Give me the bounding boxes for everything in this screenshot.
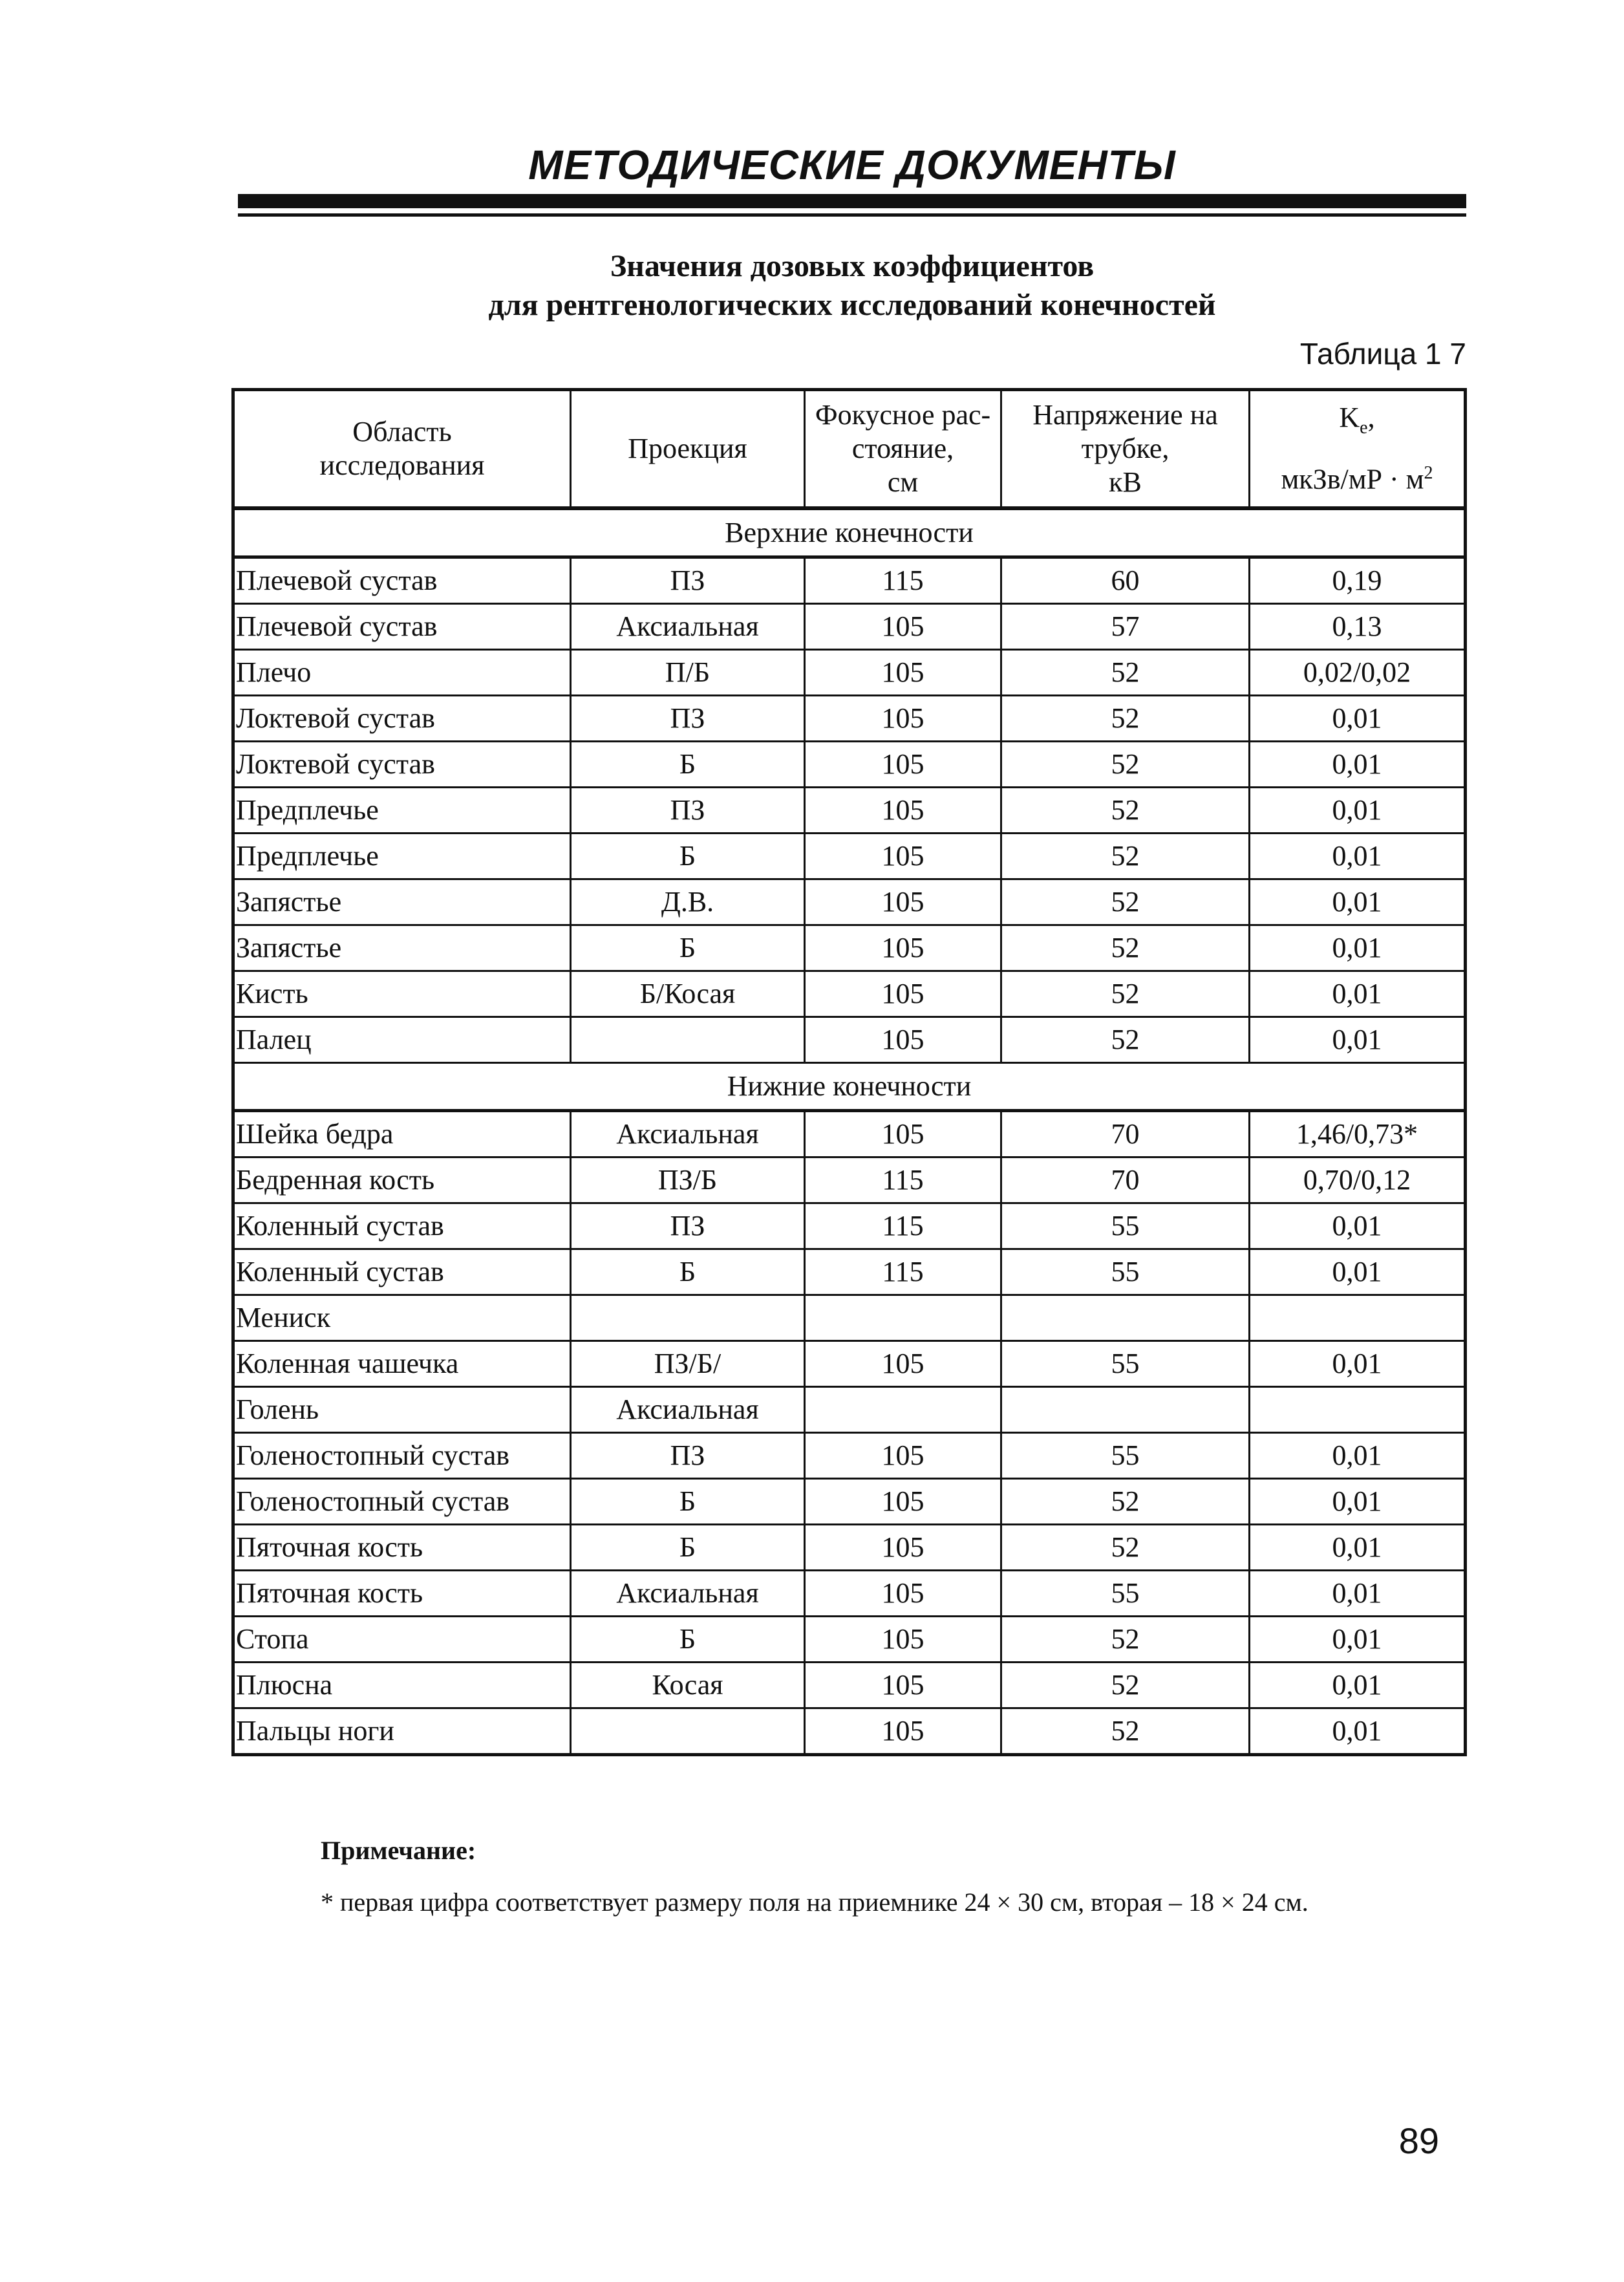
cell-focal-distance: 115 — [805, 557, 1001, 604]
cell-focal-distance: 105 — [805, 834, 1001, 879]
table-body — [233, 508, 1466, 1755]
cell-region: Голеностопный сустав — [233, 1433, 571, 1479]
cell-projection: Аксиальная — [571, 1387, 805, 1433]
cell-projection: Б/Косая — [571, 971, 805, 1017]
header-rule-thin — [238, 213, 1466, 217]
table-row — [233, 1157, 1466, 1203]
cell-region: Коленный сустав — [233, 1203, 571, 1249]
cell-k-coefficient: 0,01 — [1250, 1203, 1466, 1249]
cell-projection: Б — [571, 1525, 805, 1571]
table-row — [233, 834, 1466, 879]
column-header-projection: Проекция — [571, 390, 805, 509]
section-row — [233, 1063, 1466, 1111]
cell-region: Голень — [233, 1387, 571, 1433]
cell-tube-voltage: 55 — [1001, 1249, 1250, 1295]
cell-region: Локтевой сустав — [233, 742, 571, 788]
cell-k-coefficient: 0,01 — [1250, 879, 1466, 925]
cell-tube-voltage: 52 — [1001, 1017, 1250, 1063]
cell-tube-voltage: 52 — [1001, 1479, 1250, 1525]
cell-projection — [571, 1295, 805, 1341]
cell-k-coefficient: 0,13 — [1250, 604, 1466, 650]
cell-projection: Аксиальная — [571, 1571, 805, 1617]
cell-projection: ПЗ — [571, 1433, 805, 1479]
cell-projection: Д.В. — [571, 879, 805, 925]
section-row — [233, 508, 1466, 557]
cell-focal-distance: 105 — [805, 925, 1001, 971]
cell-focal-distance: 105 — [805, 1341, 1001, 1387]
table-title-line-2: для рентгенологических исследований конечностей — [488, 288, 1216, 322]
cell-region: Плюсна — [233, 1663, 571, 1708]
cell-region: Пяточная кость — [233, 1525, 571, 1571]
table-row — [233, 1708, 1466, 1755]
cell-focal-distance: 105 — [805, 1479, 1001, 1525]
cell-focal-distance: 105 — [805, 1571, 1001, 1617]
table-row — [233, 1525, 1466, 1571]
cell-tube-voltage: 52 — [1001, 696, 1250, 742]
cell-projection: ПЗ — [571, 788, 805, 834]
table-row — [233, 1433, 1466, 1479]
cell-tube-voltage: 55 — [1001, 1203, 1250, 1249]
cell-tube-voltage: 52 — [1001, 788, 1250, 834]
header-rule-thick — [238, 194, 1466, 208]
cell-projection — [571, 1708, 805, 1755]
table-row — [233, 879, 1466, 925]
cell-region: Шейка бедра — [233, 1111, 571, 1157]
table-number: Таблица 1 7 — [1299, 337, 1466, 371]
cell-focal-distance: 105 — [805, 1017, 1001, 1063]
cell-focal-distance: 105 — [805, 879, 1001, 925]
cell-k-coefficient: 0,01 — [1250, 1433, 1466, 1479]
cell-projection: ПЗ/Б/ — [571, 1341, 805, 1387]
cell-region: Коленная чашечка — [233, 1341, 571, 1387]
cell-tube-voltage — [1001, 1387, 1250, 1433]
dose-coefficient-table — [231, 388, 1467, 1756]
cell-k-coefficient: 0,01 — [1250, 788, 1466, 834]
cell-projection: Б — [571, 1249, 805, 1295]
cell-tube-voltage: 52 — [1001, 650, 1250, 696]
cell-region: Запястье — [233, 925, 571, 971]
table-row — [233, 788, 1466, 834]
cell-region: Мениск — [233, 1295, 571, 1341]
cell-region: Стопа — [233, 1617, 571, 1663]
table-header-row — [233, 390, 1466, 509]
cell-tube-voltage: 70 — [1001, 1157, 1250, 1203]
cell-k-coefficient: 0,01 — [1250, 1571, 1466, 1617]
cell-k-coefficient: 0,01 — [1250, 1663, 1466, 1708]
cell-k-coefficient: 0,19 — [1250, 557, 1466, 604]
cell-focal-distance: 105 — [805, 1433, 1001, 1479]
cell-tube-voltage: 52 — [1001, 834, 1250, 879]
cell-focal-distance: 105 — [805, 1663, 1001, 1708]
cell-k-coefficient: 0,01 — [1250, 1341, 1466, 1387]
cell-tube-voltage: 52 — [1001, 1525, 1250, 1571]
cell-projection — [571, 1017, 805, 1063]
cell-k-coefficient: 0,01 — [1250, 1617, 1466, 1663]
cell-focal-distance — [805, 1295, 1001, 1341]
cell-focal-distance: 105 — [805, 971, 1001, 1017]
cell-focal-distance: 115 — [805, 1249, 1001, 1295]
cell-tube-voltage: 60 — [1001, 557, 1250, 604]
cell-projection: ПЗ — [571, 557, 805, 604]
cell-k-coefficient — [1250, 1295, 1466, 1341]
table-row — [233, 557, 1466, 604]
cell-tube-voltage: 52 — [1001, 1617, 1250, 1663]
table-row — [233, 650, 1466, 696]
table-row — [233, 1479, 1466, 1525]
cell-tube-voltage: 55 — [1001, 1341, 1250, 1387]
cell-tube-voltage — [1001, 1295, 1250, 1341]
cell-region: Предплечье — [233, 788, 571, 834]
table-row — [233, 1341, 1466, 1387]
cell-region: Пальцы ноги — [233, 1708, 571, 1755]
cell-tube-voltage: 52 — [1001, 742, 1250, 788]
cell-k-coefficient: 0,01 — [1250, 1479, 1466, 1525]
cell-region: Коленный сустав — [233, 1249, 571, 1295]
cell-k-coefficient: 0,01 — [1250, 742, 1466, 788]
cell-region: Плечо — [233, 650, 571, 696]
table-row — [233, 1617, 1466, 1663]
table-row — [233, 1249, 1466, 1295]
column-header-region: Область исследования — [233, 390, 571, 509]
cell-focal-distance: 105 — [805, 1617, 1001, 1663]
table-row — [233, 925, 1466, 971]
table-row — [233, 1571, 1466, 1617]
cell-projection: Б — [571, 742, 805, 788]
cell-k-coefficient: 0,01 — [1250, 925, 1466, 971]
cell-region: Плечевой сустав — [233, 604, 571, 650]
cell-focal-distance: 105 — [805, 1708, 1001, 1755]
cell-focal-distance: 105 — [805, 604, 1001, 650]
table-row — [233, 1111, 1466, 1157]
note-title: Примечание: — [321, 1836, 476, 1865]
cell-focal-distance: 105 — [805, 650, 1001, 696]
column-header-k-coefficient: $K_e$, мкЗв/мР · $м^2$ — [1250, 390, 1466, 509]
cell-k-coefficient: 0,01 — [1250, 1708, 1466, 1755]
cell-tube-voltage: 52 — [1001, 1708, 1250, 1755]
cell-region: Кисть — [233, 971, 571, 1017]
cell-region: Палец — [233, 1017, 571, 1063]
cell-focal-distance: 105 — [805, 1111, 1001, 1157]
cell-k-coefficient: 0,02/0,02 — [1250, 650, 1466, 696]
table-title-line-1: Значения дозовых коэффициентов — [610, 249, 1095, 283]
cell-k-coefficient: 0,01 — [1250, 834, 1466, 879]
running-header: МЕТОДИЧЕСКИЕ ДОКУМЕНТЫ — [528, 142, 1176, 188]
cell-tube-voltage: 52 — [1001, 879, 1250, 925]
cell-k-coefficient — [1250, 1387, 1466, 1433]
table-row — [233, 1203, 1466, 1249]
cell-region: Голеностопный сустав — [233, 1479, 571, 1525]
cell-projection: Косая — [571, 1663, 805, 1708]
cell-region: Бедренная кость — [233, 1157, 571, 1203]
cell-focal-distance: 115 — [805, 1157, 1001, 1203]
cell-region: Пяточная кость — [233, 1571, 571, 1617]
section-title: Верхние конечности — [233, 508, 1466, 557]
cell-projection: Б — [571, 925, 805, 971]
cell-region: Запястье — [233, 879, 571, 925]
cell-projection: Аксиальная — [571, 604, 805, 650]
cell-projection: Б — [571, 1479, 805, 1525]
table-row — [233, 1387, 1466, 1433]
cell-focal-distance: 105 — [805, 696, 1001, 742]
cell-projection: ПЗ — [571, 1203, 805, 1249]
table-row — [233, 1295, 1466, 1341]
cell-focal-distance: 105 — [805, 742, 1001, 788]
column-header-focal-distance: Фокусное рас- стояние, см — [805, 390, 1001, 509]
cell-projection: Б — [571, 834, 805, 879]
cell-focal-distance: 105 — [805, 1525, 1001, 1571]
section-title: Нижние конечности — [233, 1063, 1466, 1111]
cell-tube-voltage: 55 — [1001, 1433, 1250, 1479]
cell-k-coefficient: 1,46/0,73* — [1250, 1111, 1466, 1157]
note-text: * первая цифра соответствует размеру поля на приемнике 24 × 30 см, вторая – 18 × 24 см. — [321, 1888, 1309, 1917]
cell-tube-voltage: 70 — [1001, 1111, 1250, 1157]
cell-projection: П/Б — [571, 650, 805, 696]
cell-focal-distance: 105 — [805, 788, 1001, 834]
table-row — [233, 971, 1466, 1017]
table-title — [238, 247, 1466, 325]
cell-focal-distance — [805, 1387, 1001, 1433]
column-header-tube-voltage: Напряжение на трубке, кВ — [1001, 390, 1250, 509]
cell-tube-voltage: 52 — [1001, 925, 1250, 971]
cell-region: Локтевой сустав — [233, 696, 571, 742]
cell-k-coefficient: 0,01 — [1250, 971, 1466, 1017]
table-row — [233, 742, 1466, 788]
cell-region: Плечевой сустав — [233, 557, 571, 604]
cell-projection: ПЗ — [571, 696, 805, 742]
page-number: 89 — [1398, 2120, 1439, 2161]
cell-k-coefficient: 0,01 — [1250, 1525, 1466, 1571]
table-row — [233, 696, 1466, 742]
cell-tube-voltage: 52 — [1001, 971, 1250, 1017]
cell-region: Предплечье — [233, 834, 571, 879]
cell-k-coefficient: 0,01 — [1250, 1249, 1466, 1295]
table-row — [233, 1663, 1466, 1708]
cell-focal-distance: 115 — [805, 1203, 1001, 1249]
table-row — [233, 1017, 1466, 1063]
cell-k-coefficient: 0,70/0,12 — [1250, 1157, 1466, 1203]
cell-tube-voltage: 55 — [1001, 1571, 1250, 1617]
cell-projection: Аксиальная — [571, 1111, 805, 1157]
cell-tube-voltage: 57 — [1001, 604, 1250, 650]
cell-tube-voltage: 52 — [1001, 1663, 1250, 1708]
table-row — [233, 604, 1466, 650]
cell-k-coefficient: 0,01 — [1250, 696, 1466, 742]
cell-k-coefficient: 0,01 — [1250, 1017, 1466, 1063]
cell-projection: ПЗ/Б — [571, 1157, 805, 1203]
cell-projection: Б — [571, 1617, 805, 1663]
